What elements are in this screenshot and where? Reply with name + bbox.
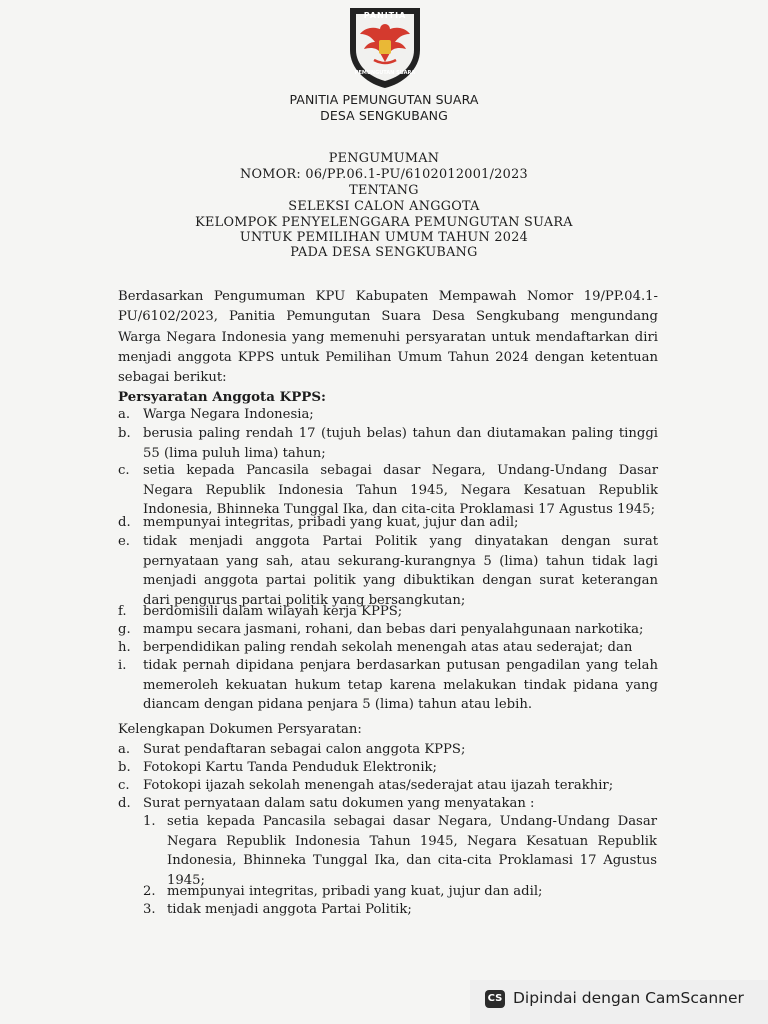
requirement-text: Warga Negara Indonesia; — [143, 407, 314, 422]
announcement-number: NOMOR: 06/PP.06.1-PU/6102012001/2023 — [240, 167, 528, 182]
requirement-text: mampu secara jasmani, rohani, dan bebas dari penyalahgunaan narkotika; — [143, 622, 644, 637]
statement-text: tidak menjadi anggota Partai Politik; — [167, 902, 412, 917]
requirement-label: i. — [118, 658, 127, 673]
intro-paragraph: Berdasarkan Pengumuman KPU Kabupaten Mempawah Nomor 19/PP.04.1-PU/6102/2023, Panitia Pemungutan Suara Desa Sengkubang mengundang Warga Negara Indonesia yang memenuhi persyaratan untuk mendaftarkan diri menjadi anggota KPPS untuk Pemilihan Umum Tahun 2024 dengan ketentuan sebagai berikut: — [118, 289, 658, 386]
logo-top-text: PANITIA — [363, 11, 407, 20]
statement-label: 2. — [143, 884, 156, 899]
document-label: d. — [118, 796, 131, 811]
logo-bottom-text: PEMUNGUTAN SUARA — [354, 70, 416, 76]
statement-text: mempunyai integritas, pribadi yang kuat, jujur dan adil; — [167, 884, 543, 899]
document-label: a. — [118, 742, 131, 757]
requirement-text: mempunyai integritas, pribadi yang kuat, jujur dan adil; — [143, 515, 519, 530]
announcement-subject-line-3: UNTUK PEMILIHAN UMUM TAHUN 2024 — [239, 230, 529, 245]
requirement-label: d. — [118, 515, 131, 530]
requirements-heading: Persyaratan Anggota KPPS: — [118, 389, 326, 405]
requirement-text: berdomisili dalam wilayah kerja KPPS; — [143, 604, 403, 619]
document-text: Surat pendaftaran sebagai calon anggota KPPS; — [143, 742, 466, 757]
camscanner-watermark — [470, 980, 768, 1024]
announcement-about: TENTANG — [349, 183, 419, 198]
announcement-subject-line-1: SELEKSI CALON ANGGOTA — [288, 199, 480, 214]
announcement-subject-line-4: PADA DESA SENGKUBANG — [290, 245, 478, 260]
announcement-title: PENGUMUMAN — [328, 151, 440, 166]
org-name-line-2: DESA SENGKUBANG — [320, 108, 448, 123]
requirement-label: h. — [118, 640, 131, 655]
requirement-label: c. — [118, 463, 130, 478]
document-label: c. — [118, 778, 130, 793]
statement-text: setia kepada Pancasila sebagai dasar Negara, Undang-Undang Dasar Negara Republik Indonesia Tahun 1945, Negara Kesatuan Republik Indonesia, Bhinneka Tunggal Ika, dan cita-cita Proklamasi 17 Agustus 1945; — [167, 814, 657, 888]
requirement-text: berusia paling rendah 17 (tujuh belas) tahun dan diutamakan paling tinggi 55 (lima puluh lima) tahun; — [143, 426, 658, 461]
document-text: Fotokopi Kartu Tanda Penduduk Elektronik; — [143, 760, 437, 775]
statement-label: 1. — [143, 814, 156, 829]
requirement-text: tidak pernah dipidana penjara berdasarkan putusan pengadilan yang telah memeroleh kekuatan hukum tetap karena melakukan tindak pidana yang diancam dengan pidana penjara 5 (lima) tahun atau lebih. — [143, 658, 658, 713]
document-text: Fotokopi ijazah sekolah menengah atas/sederajat atau ijazah terakhir; — [143, 778, 614, 793]
statement-label: 3. — [143, 902, 156, 917]
requirement-label: e. — [118, 534, 130, 549]
requirement-label: f. — [118, 604, 127, 619]
camscanner-icon: CS — [485, 990, 505, 1008]
camscanner-label: Dipindai dengan CamScanner — [513, 989, 744, 1007]
document-label: b. — [118, 760, 131, 775]
requirement-text: berpendidikan paling rendah sekolah menengah atas atau sederajat; dan — [143, 640, 633, 655]
requirement-label: g. — [118, 622, 131, 637]
requirement-text: setia kepada Pancasila sebagai dasar Negara, Undang-Undang Dasar Negara Republik Indonesia Tahun 1945, Negara Kesatuan Republik Indonesia, Bhinneka Tunggal Ika, dan cita-cita Proklamasi 17 Agustus 1945; — [143, 463, 658, 518]
org-name-line-1: PANITIA PEMUNGUTAN SUARA — [289, 92, 479, 107]
documents-heading: Kelengkapan Dokumen Persyaratan: — [118, 722, 362, 737]
announcement-subject-line-2: KELOMPOK PENYELENGGARA PEMUNGUTAN SUARA — [195, 215, 573, 230]
requirement-label: b. — [118, 426, 131, 441]
document-text: Surat pernyataan dalam satu dokumen yang menyatakan : — [143, 796, 535, 811]
requirement-label: a. — [118, 407, 131, 422]
requirement-text: tidak menjadi anggota Partai Politik yang dinyatakan dengan surat pernyataan yang sah, atau sekurang-kurangnya 5 (lima) tahun tidak lagi menjadi anggota partai politik yang dibuktikan dengan surat keterangan dari pengurus partai politik yang bersangkutan; — [143, 534, 658, 608]
